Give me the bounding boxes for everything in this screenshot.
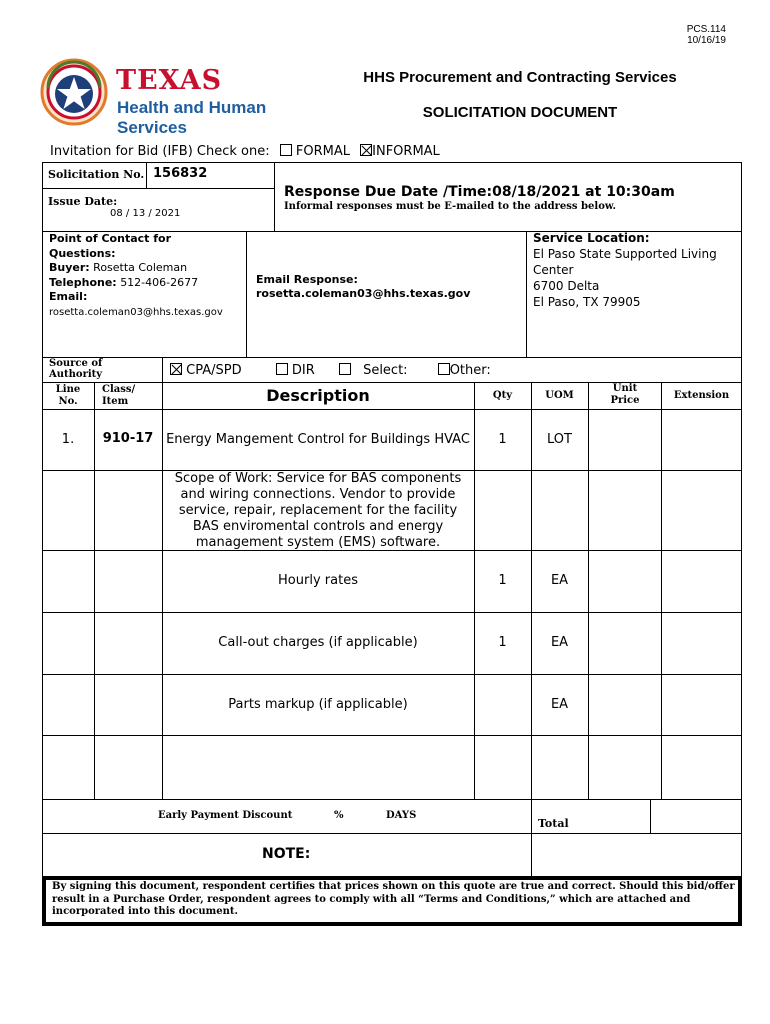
select-label: Select: [363, 363, 408, 378]
header-class-item: Class/ Item [102, 384, 136, 407]
email-label: Email: [49, 290, 88, 303]
cpa-spd-checkbox[interactable] [170, 363, 182, 375]
early-payment-label: Early Payment Discount [158, 810, 293, 821]
row4-description: Call-out charges (if applicable) [218, 635, 418, 650]
phone-label: Telephone: [49, 275, 117, 289]
other-checkbox[interactable] [438, 363, 450, 375]
dir-label: DIR [291, 363, 315, 378]
issue-date-label: Issue Date: [48, 195, 118, 208]
form-code [640, 24, 726, 46]
disclaimer-text: By signing this document, respondent certifies that prices shown on this quote are true and correct. Should this bid/offer result in a Purchase Order, respondent agrees to comply with all “Terms and Conditions,” which are attached and incorporated into this document. [52, 881, 735, 917]
early-payment-percent: % [334, 810, 344, 821]
solicitation-label: Solicitation No. [48, 168, 145, 181]
row3-uom: EA [550, 573, 569, 588]
service-location-line2: Center [533, 263, 574, 277]
service-location-block [533, 230, 717, 310]
logo-hhs: Health and Human Services [117, 98, 267, 137]
formal-label: FORMAL [295, 144, 350, 159]
service-location-label: Service Location: [533, 231, 650, 245]
contact-heading: Point of Contact for Questions: [49, 232, 171, 260]
service-location-line1: El Paso State Supported Living [533, 247, 717, 261]
buyer-label: Buyer: [49, 261, 90, 274]
response-due: Response Due Date /Time:08/18/2021 at 10:30am [284, 184, 675, 200]
other-label: Other: [449, 363, 491, 378]
row1-description: Energy Mangement Control for Buildings HVAC [166, 432, 470, 447]
solicitation-number[interactable]: 156832 [153, 166, 208, 181]
header-extension: Extension [673, 390, 730, 401]
early-payment-days: DAYS [386, 810, 417, 821]
authority-options [170, 363, 491, 378]
form-date: 10/16/19 [687, 35, 726, 46]
select-checkbox[interactable] [339, 363, 351, 375]
contact-block [49, 232, 241, 320]
row2-description: Scope of Work: Service for BAS components and wiring connections. Vendor to provide service, repair, replacement for the facility BAS enviromental controls and energy management system (EMS) software. [174, 471, 462, 550]
logo-texas: TEXAS [116, 65, 223, 96]
email-response-block [256, 273, 470, 301]
response-note: Informal responses must be E-mailed to the address below. [284, 201, 616, 212]
texas-hhs-logo [40, 58, 315, 137]
header-description: Description [266, 386, 370, 405]
dir-checkbox[interactable] [276, 363, 288, 375]
total-label: Total [538, 817, 569, 830]
header-uom: UOM [545, 390, 574, 401]
row1-line-no: 1. [61, 432, 75, 447]
row1-class-item: 910-17 [102, 431, 154, 446]
row4-uom: EA [550, 635, 569, 650]
row4-qty: 1 [498, 635, 507, 650]
agency-title: HHS Procurement and Contracting Services [363, 69, 677, 86]
header-qty: Qty [492, 390, 513, 401]
header-line-no: Line No. [55, 384, 81, 407]
informal-checkbox[interactable] [360, 144, 372, 156]
row5-uom: EA [550, 697, 569, 712]
service-location-line4: El Paso, TX 79905 [533, 295, 641, 309]
cpa-spd-label: CPA/SPD [186, 363, 242, 378]
note-row [42, 833, 742, 877]
row3-description: Hourly rates [278, 573, 358, 588]
contact-email[interactable]: rosetta.coleman03@hhs.texas.gov [49, 306, 223, 318]
email-response-address[interactable]: rosetta.coleman03@hhs.texas.gov [256, 287, 471, 300]
row3-qty: 1 [498, 573, 507, 588]
email-response-label: Email Response: [256, 273, 358, 286]
form-number: PCS.114 [686, 24, 726, 35]
document-title: SOLICITATION DOCUMENT [422, 104, 618, 121]
formal-checkbox[interactable] [280, 144, 292, 156]
ifb-line [50, 144, 440, 159]
informal-label: INFORMAL [372, 144, 440, 159]
header-unit-price: Unit Price [610, 383, 640, 406]
note-label: NOTE: [262, 846, 311, 862]
row1-uom: LOT [547, 432, 572, 447]
authority-label: Source of Authority [49, 358, 103, 380]
row1-qty: 1 [498, 432, 507, 447]
buyer-name: Rosetta Coleman [93, 261, 188, 274]
service-location-line3: 6700 Delta [533, 279, 600, 293]
row5-description: Parts markup (if applicable) [228, 697, 408, 712]
phone-number[interactable]: 512-406-2677 [120, 275, 199, 289]
texas-star-seal-icon [40, 58, 108, 126]
issue-date[interactable]: 08 / 13 / 2021 [110, 208, 181, 219]
ifb-label: Invitation for Bid (IFB) Check one: [50, 144, 270, 159]
